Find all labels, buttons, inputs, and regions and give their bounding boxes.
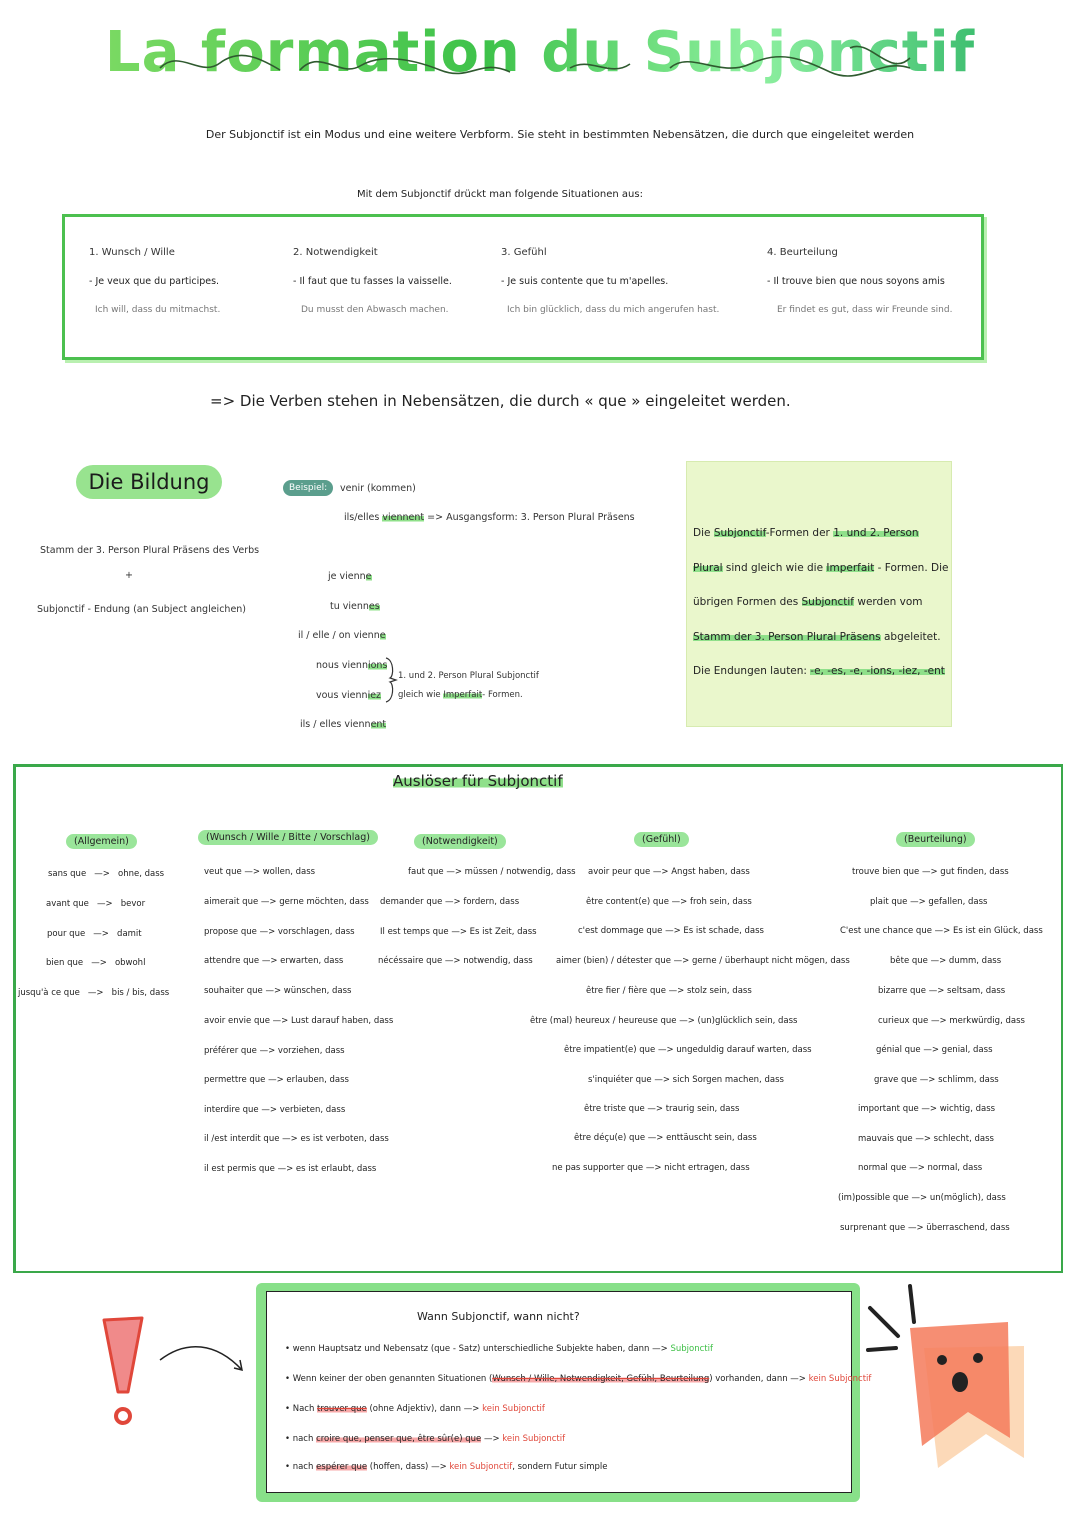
trigger-item: mauvais que —> schlecht, dass: [858, 1134, 994, 1144]
trigger-item: préférer que —> vorziehen, dass: [204, 1046, 345, 1056]
rule-highlight: trouver que: [317, 1404, 367, 1414]
category-judgement: (Beurteilung): [896, 832, 975, 847]
rule-text: • wenn Hauptsatz und Nebensatz (que - Satz) unterschiedliche Subjekte haben, dann —>: [285, 1344, 671, 1354]
trigger-item: propose que —> vorschlagen, dass: [204, 927, 355, 937]
trigger-item: nécéssaire que —> notwendig, dass: [378, 956, 533, 966]
rule-text: • nach: [285, 1462, 317, 1472]
trigger-item: permettre que —> erlauben, dass: [204, 1075, 349, 1085]
trigger-fr: avant que: [46, 899, 89, 909]
trigger-item: être triste que —> traurig sein, dass: [584, 1104, 740, 1114]
rule-line: [285, 1374, 871, 1384]
trigger-item: il /est interdit que —> es ist verboten, dass: [204, 1134, 389, 1144]
brace-note-2-b: - Formen.: [482, 690, 523, 700]
category-necessity: (Notwendigkeit): [414, 834, 506, 849]
rule-text: • nach: [285, 1434, 317, 1444]
trigger-item: être déçu(e) que —> enttäuscht sein, dass: [574, 1133, 757, 1143]
conj-stem: nous vienn: [316, 660, 368, 671]
trigger-fr: sans que: [48, 869, 87, 879]
trigger-item: aimerait que —> gerne möchten, dass: [204, 897, 369, 907]
note-highlight: -e, -es, -e, -ions, -iez, -ent: [810, 665, 945, 677]
base-form: [344, 512, 635, 523]
rule-text: (hoffen, dass) —>: [367, 1462, 450, 1472]
note-part: Die: [693, 527, 714, 539]
base-suffix: => Ausgangsform: 3. Person Plural Präsens: [424, 512, 635, 523]
trigger-item: s'inquiéter que —> sich Sorgen machen, dass: [588, 1075, 784, 1085]
note-part: werden vom: [854, 596, 923, 608]
trigger-item: C'est une chance que —> Es ist ein Glück, dass: [840, 926, 1043, 936]
note-highlight: Imperfait: [826, 561, 875, 574]
rule-line: [285, 1404, 545, 1414]
situations-box: [62, 214, 984, 360]
conj-ending: es: [368, 601, 380, 612]
trigger-item: demander que —> fordern, dass: [380, 897, 520, 907]
base-prefix: ils/elles: [344, 512, 383, 523]
conj-il: [298, 630, 386, 641]
rule-text: —>: [481, 1434, 503, 1444]
trigger-item: être content(e) que —> froh sein, dass: [586, 897, 752, 907]
when-subjonctif-title: Wann Subjonctif, wann nicht?: [417, 1310, 580, 1323]
trigger-item: plait que —> gefallen, dass: [870, 897, 988, 907]
trigger-item: ne pas supporter que —> nicht ertragen, dass: [552, 1163, 750, 1173]
example-verb: venir (kommen): [340, 483, 416, 494]
base-highlight: viennent: [382, 512, 425, 523]
trigger-item: important que —> wichtig, dass: [858, 1104, 996, 1114]
brace-note: 1. und 2. Person Plural Subjonctif: [398, 671, 539, 681]
rule-line: [285, 1462, 607, 1472]
trigger-item: jusqu'à ce que —> bis / bis, dass: [18, 988, 170, 998]
trigger-fr: jusqu'à ce que: [18, 988, 80, 998]
conj-je: [328, 571, 372, 582]
trigger-item: aimer (bien) / détester que —> gerne / überhaupt nicht mögen, dass: [556, 956, 850, 966]
surprised-face-icon: [860, 1278, 1040, 1478]
trigger-item: avoir envie que —> Lust darauf haben, dass: [204, 1016, 394, 1026]
conj-stem: ils / elles vienn: [300, 719, 371, 730]
trigger-item: surprenant que —> überraschend, dass: [840, 1223, 1010, 1233]
handwritten-title-overlay: [150, 28, 950, 88]
note-part: sind gleich wie die: [722, 561, 827, 574]
category-wish: (Wunsch / Wille / Bitte / Vorschlag): [198, 830, 378, 845]
trigger-item: veut que —> wollen, dass: [204, 867, 316, 877]
trigger-de: bis / bis, dass: [111, 988, 170, 998]
bildung-label: Die Bildung: [76, 465, 222, 499]
trigger-item: être (mal) heureux / heureuse que —> (un)glücklich sein, dass: [530, 1016, 798, 1026]
situation-heading: 4. Beurteilung: [767, 247, 838, 258]
example-tag: Beispiel:: [283, 480, 333, 496]
conj-ending: ions: [367, 660, 388, 671]
brace-note-2-a: gleich wie: [398, 690, 444, 700]
conj-ending: e: [379, 630, 386, 641]
situation-example: - Il faut que tu fasses la vaisselle.: [293, 276, 452, 287]
conclusion-text: => Die Verben stehen in Nebensätzen, die durch « que » eingeleitet werden.: [210, 392, 791, 410]
rule-note: [686, 461, 952, 727]
trigger-item: normal que —> normal, dass: [858, 1163, 983, 1173]
page-title: La formation du Subjonctif: [0, 20, 1080, 85]
trigger-item: bête que —> dumm, dass: [890, 956, 1002, 966]
triggers-title: Auslöser für Subjonctif: [393, 772, 563, 790]
trigger-item: il est permis que —> es ist erlaubt, dass: [204, 1164, 377, 1174]
trigger-de: damit: [117, 929, 142, 939]
situation-heading: 2. Notwendigkeit: [293, 247, 378, 258]
rule-result: kein Subjonctif: [808, 1374, 872, 1384]
conj-ils: [300, 719, 386, 730]
situation-necessity: [293, 247, 452, 315]
note-highlight: Subjonctif: [713, 527, 766, 539]
rule-line: [285, 1344, 713, 1354]
trigger-item: avant que —> bevor: [46, 899, 146, 909]
exclamation-icon: [96, 1312, 150, 1432]
situation-judgement: [767, 247, 952, 315]
situation-heading: 3. Gefühl: [501, 247, 547, 258]
trigger-item: être fier / fière que —> stolz sein, dass: [586, 986, 752, 996]
conj-ending: e: [365, 571, 372, 582]
situation-wish: [89, 247, 220, 315]
trigger-item: trouve bien que —> gut finden, dass: [852, 867, 1009, 877]
rule-result: kein Subjonctif: [502, 1434, 566, 1444]
situation-example: - Je veux que du participes.: [89, 276, 220, 287]
trigger-item: pour que —> damit: [47, 929, 142, 939]
brace-note-2-hl: Imperfait: [443, 690, 483, 700]
trigger-de: bevor: [120, 899, 146, 909]
trigger-item: bien que —> obwohl: [46, 958, 146, 968]
trigger-item: faut que —> müssen / notwendig, dass: [408, 867, 576, 877]
conj-stem: vous vienn: [316, 690, 368, 701]
trigger-item: avoir peur que —> Angst haben, dass: [588, 867, 750, 877]
when-subjonctif-inner: [266, 1291, 872, 1493]
category-general: (Allgemein): [66, 834, 137, 849]
rule-note-text: [693, 516, 949, 689]
situation-translation: Ich bin glücklich, dass du mich angerufen hast.: [507, 305, 720, 315]
trigger-fr: pour que: [47, 929, 86, 939]
trigger-item: souhaiter que —> wünschen, dass: [204, 986, 352, 996]
note-part: abgeleitet. Die Endungen lauten:: [693, 630, 941, 677]
note-highlight: Subjonctif: [801, 596, 855, 608]
trigger-de: ohne, dass: [118, 869, 165, 879]
conj-ending: iez: [367, 690, 382, 701]
situation-heading: 1. Wunsch / Wille: [89, 247, 175, 258]
situation-translation: Ich will, dass du mitmachst.: [95, 305, 221, 315]
rule-result: kein Subjonctif: [482, 1404, 545, 1414]
rule-result: Subjonctif: [670, 1344, 713, 1354]
trigger-item: sans que —> ohne, dass: [48, 869, 165, 879]
rule-highlight: espérer que: [316, 1462, 368, 1472]
trigger-de: obwohl: [114, 958, 146, 968]
conj-stem: il / elle / on vienn: [298, 630, 380, 641]
conj-stem: je vienn: [328, 571, 366, 582]
trigger-item: bizarre que —> seltsam, dass: [878, 986, 1006, 996]
when-subjonctif-box: [256, 1283, 872, 1502]
conj-nous: [316, 660, 387, 671]
conj-vous: [316, 690, 381, 701]
intro-text: Der Subjonctif ist ein Modus und eine weitere Verbform. Sie steht in bestimmten Nebensätzen, die durch que eingeleitet werden: [205, 128, 915, 141]
situation-translation: Er findet es gut, dass wir Freunde sind.: [777, 305, 953, 315]
trigger-item: grave que —> schlimm, dass: [874, 1075, 999, 1085]
rule-text: (ohne Adjektiv), dann —>: [366, 1404, 483, 1414]
rule-text: • Nach: [285, 1404, 318, 1414]
situation-feeling: [501, 247, 719, 315]
ending-rule: Subjonctif - Endung (an Subject angleichen): [37, 604, 247, 615]
note-highlight: Stamm der 3. Person Plural Präsens: [693, 630, 881, 643]
plus-sign: +: [125, 570, 133, 581]
brace-note-2: [398, 690, 523, 700]
note-highlight: 1. und 2. Person Plural: [693, 527, 919, 574]
note-part: - Formen. Die übrigen Formen des: [693, 561, 949, 608]
rule-text: ) vorhanden, dann —>: [709, 1374, 809, 1384]
rule-text: • Wenn keiner der oben genannten Situationen (: [285, 1374, 493, 1384]
situation-example: - Il trouve bien que nous soyons amis: [767, 276, 945, 287]
situation-example: - Je suis contente que tu m'apelles.: [501, 276, 669, 287]
trigger-item: Il est temps que —> Es ist Zeit, dass: [380, 927, 537, 937]
stem-rule: Stamm der 3. Person Plural Präsens des Verbs: [40, 545, 260, 556]
trigger-item: curieux que —> merkwürdig, dass: [878, 1016, 1025, 1026]
rule-result: kein Subjonctif: [449, 1462, 513, 1472]
trigger-item: interdire que —> verbieten, dass: [204, 1105, 346, 1115]
arrow-icon: [156, 1340, 248, 1380]
trigger-item: (im)possible que —> un(möglich), dass: [838, 1193, 1006, 1203]
situations-intro: Mit dem Subjonctif drückt man folgende Situationen aus:: [357, 189, 643, 200]
trigger-fr: bien que: [46, 958, 84, 968]
rule-line: [285, 1434, 565, 1444]
note-part: -Formen der: [765, 527, 834, 539]
rule-text: , sondern Futur simple: [512, 1462, 608, 1472]
conj-tu: [330, 601, 380, 612]
conj-ending: ent: [370, 719, 387, 730]
trigger-item: génial que —> genial, dass: [876, 1045, 993, 1055]
trigger-item: attendre que —> erwarten, dass: [204, 956, 344, 966]
rule-highlight: croire que, penser que, être sûr(e) que: [316, 1434, 482, 1444]
trigger-item: c'est dommage que —> Es ist schade, dass: [578, 926, 764, 936]
situation-translation: Du musst den Abwasch machen.: [301, 305, 449, 315]
brace-icon: [384, 656, 398, 704]
trigger-item: être impatient(e) que —> ungeduldig darauf warten, dass: [564, 1045, 812, 1055]
rule-highlight: Wunsch / Wille, Notwendigkeit, Gefühl, Beurteilung: [492, 1374, 710, 1384]
category-feeling: (Gefühl): [634, 832, 689, 847]
conj-stem: tu vienn: [330, 601, 369, 612]
